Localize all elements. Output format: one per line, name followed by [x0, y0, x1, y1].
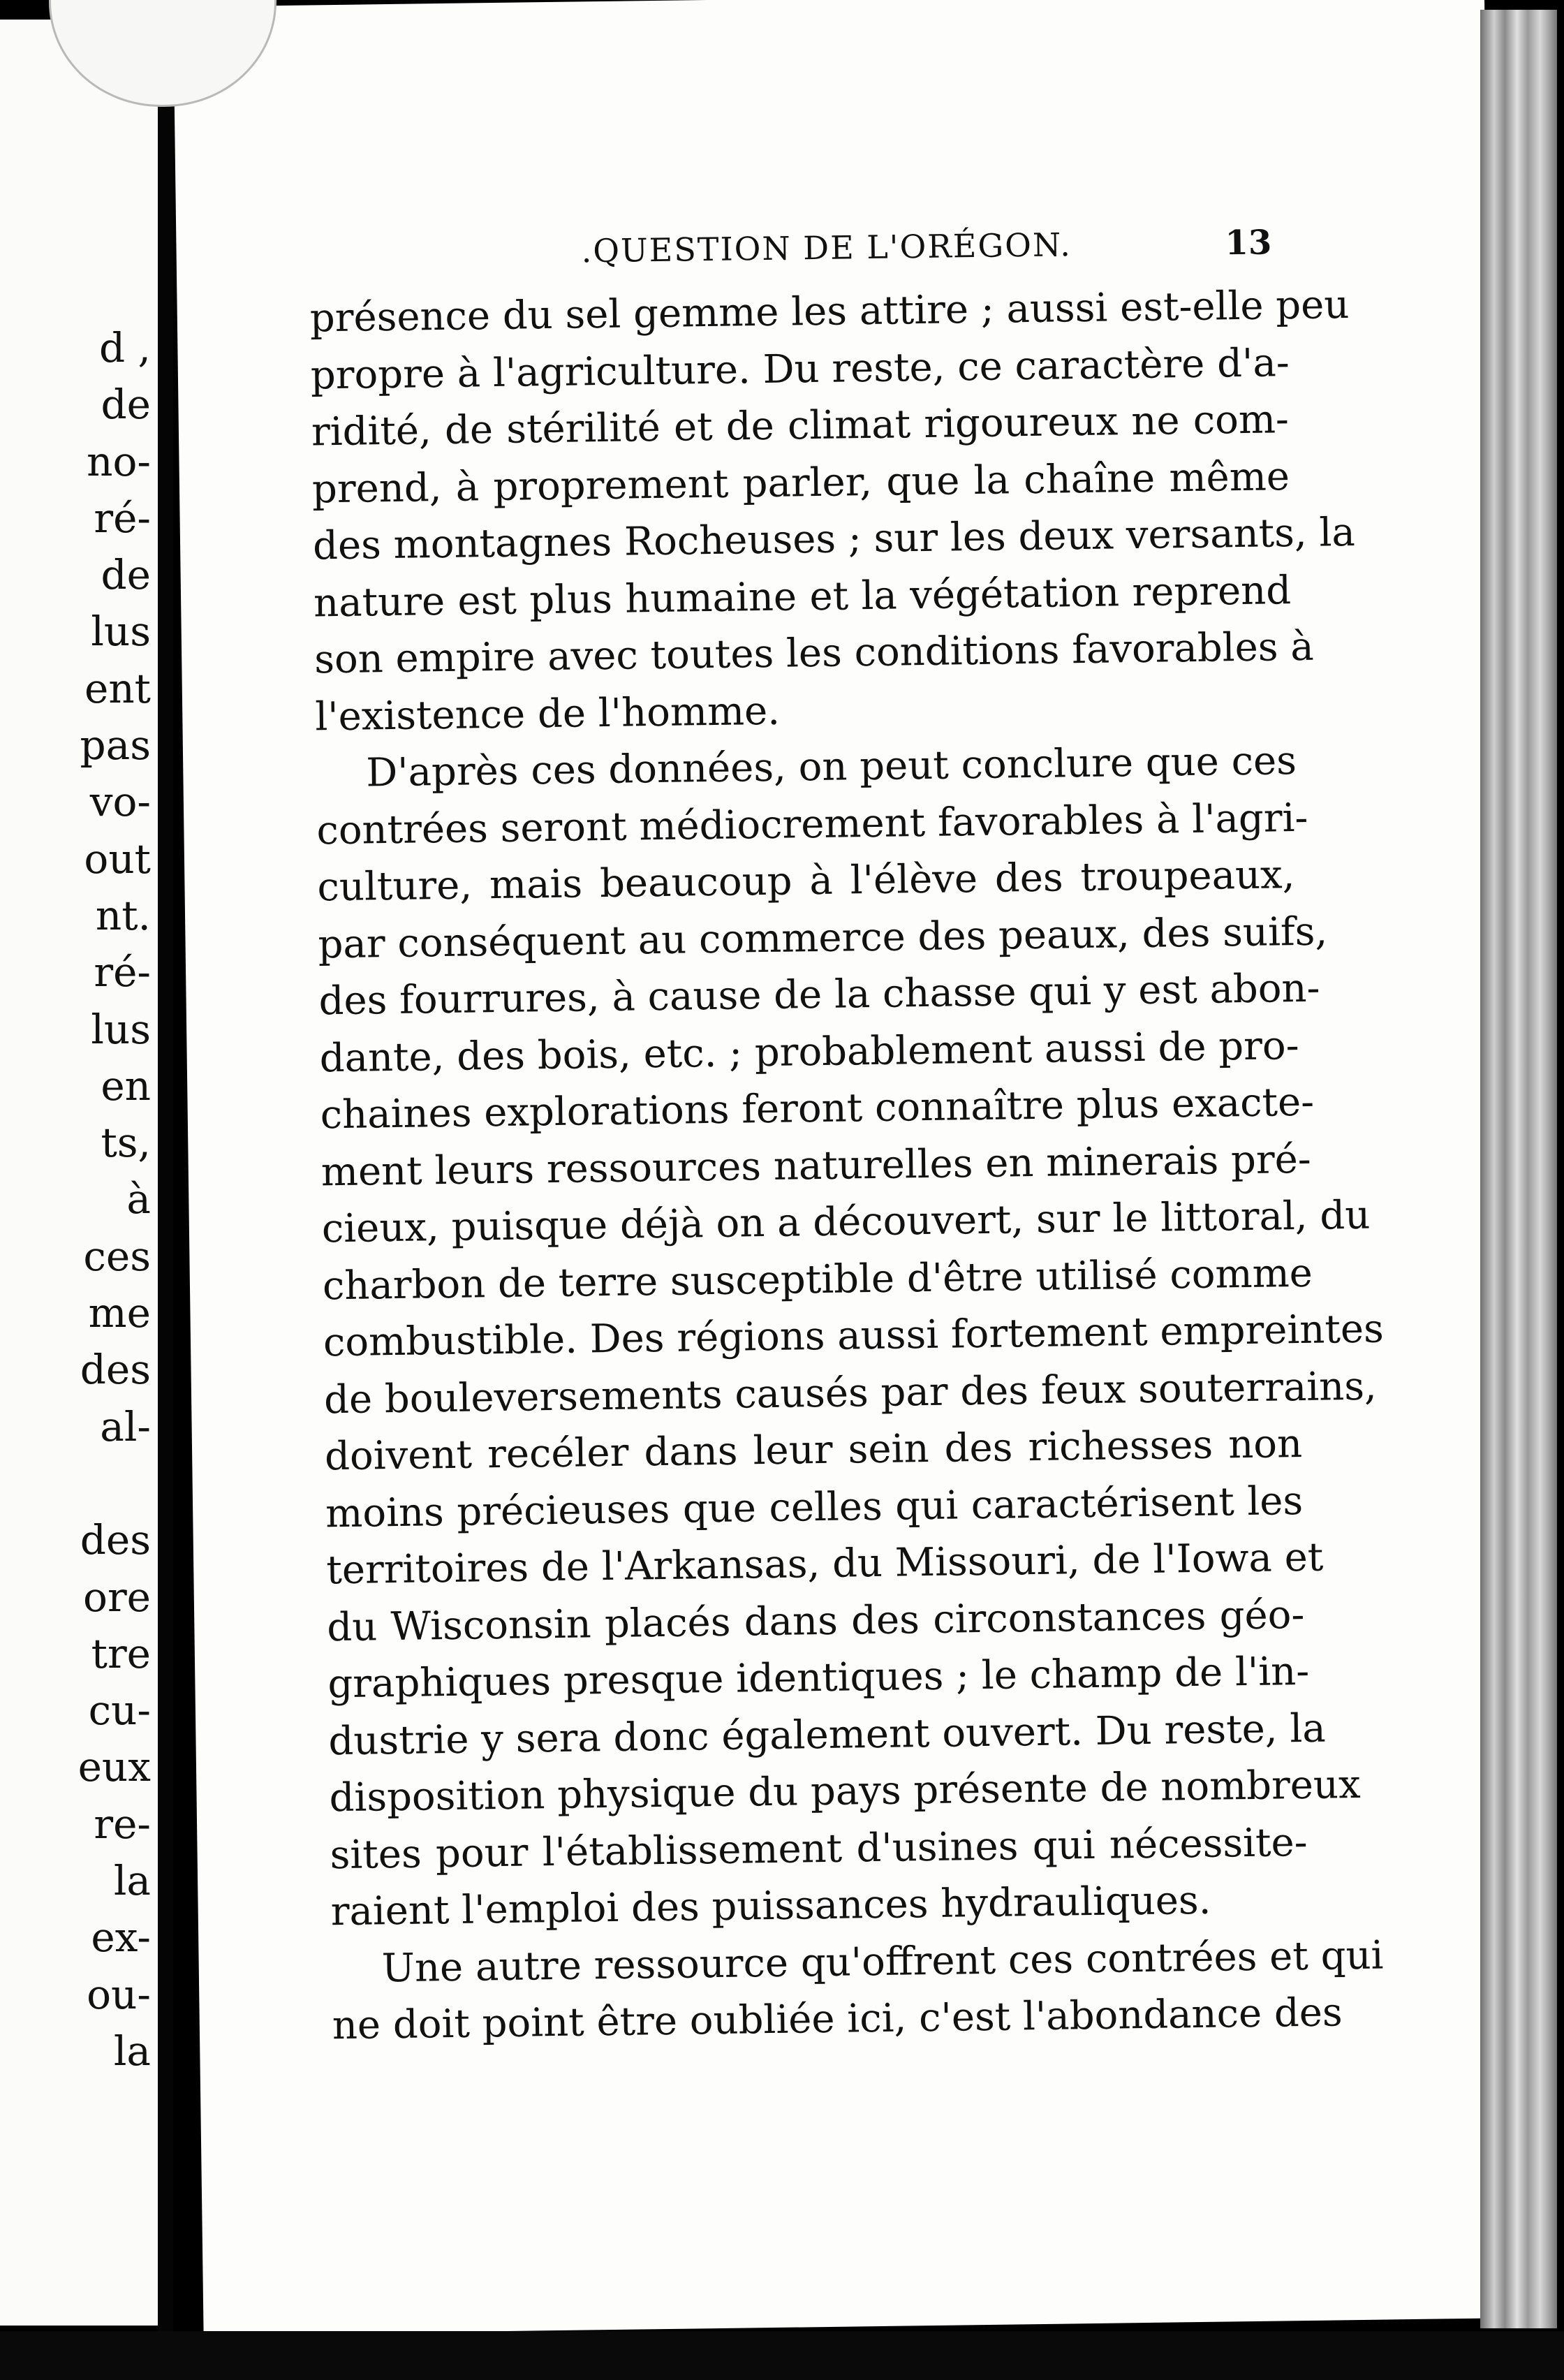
- fragment-line: eux: [78, 1743, 151, 1791]
- text-line: culture, mais beaucoup à l'élève des troupeaux,: [317, 852, 1295, 911]
- text-line: dustrie y sera donc également ouvert. Du reste, la: [328, 1705, 1327, 1764]
- fragment-line: ore: [83, 1573, 151, 1621]
- fragment-line: me: [88, 1289, 151, 1337]
- fragment-line: la: [113, 2027, 151, 2075]
- fragment-line: ou-: [87, 1970, 151, 2018]
- text-line: de bouleversements causés par des feux souterrains,: [323, 1363, 1378, 1423]
- text-line: son empire avec toutes les conditions favorables à: [313, 624, 1315, 683]
- text-line: disposition physique du pays présente de nombreux: [329, 1761, 1361, 1821]
- fragment-line: ré-: [94, 494, 151, 542]
- text-line: doivent recéler dans leur sein des richesses non: [324, 1421, 1303, 1480]
- fragment-line: [78, 1455, 151, 1512]
- text-line: propre à l'agriculture. Du reste, ce caractère d'a-: [310, 339, 1290, 398]
- fragment-line: al-: [100, 1402, 151, 1450]
- text-line: combustible. Des régions aussi fortement empreintes: [323, 1306, 1385, 1366]
- fragment-line: nt.: [95, 891, 151, 939]
- text-line: sites pour l'établissement d'usines qui nécessite-: [330, 1819, 1308, 1878]
- fragment-line: ts,: [101, 1119, 151, 1167]
- fragment-line: cu-: [88, 1687, 151, 1735]
- fragment-line: des: [80, 1516, 151, 1564]
- text-line: moins précieuses que celles qui caractérisent les: [325, 1478, 1304, 1536]
- book-page: [173, 0, 1514, 2335]
- body-text: [309, 277, 1385, 2055]
- page-block-edge: [1480, 10, 1557, 2328]
- text-line: des montagnes Rocheuses ; sur les deux versants, la: [312, 509, 1356, 569]
- text-line: contrées seront médiocrement favorables à l'agri-: [316, 795, 1308, 853]
- text-line: par conséquent au commerce des peaux, des suifs,: [318, 908, 1328, 967]
- text-line: ne doit point être oubliée ici, c'est l'abondance des: [332, 1990, 1343, 2049]
- fragment-line: lus: [91, 608, 151, 656]
- fragment-line: d ,: [98, 324, 151, 372]
- fragment-line: out: [84, 835, 151, 883]
- text-line: territoires de l'Arkansas, du Missouri, de l'Iowa et: [325, 1534, 1324, 1594]
- text-line: ment leurs ressources naturelles en minerais pré-: [320, 1136, 1312, 1195]
- fragment-line: ré-: [94, 948, 151, 997]
- fragment-line: ces: [83, 1232, 151, 1280]
- page-number: 13: [1225, 223, 1272, 263]
- previous-page-fragment: [0, 20, 158, 2326]
- text-line: graphiques presque identiques ; le champ de l'in-: [327, 1648, 1310, 1707]
- paragraph-first-line: D'après ces données, on peut conclure que ces: [365, 738, 1297, 796]
- text-line: prend, à proprement parler, que la chaîne même: [311, 453, 1290, 512]
- text-line: ridité, de stérilité et de climat rigoureux ne com-: [311, 397, 1290, 455]
- scan-border: [0, 2331, 1564, 2380]
- text-line: des fourrures, à cause de la chasse qui y est abon-: [318, 965, 1320, 1024]
- fragment-line: ent: [84, 664, 151, 712]
- fragment-line: la: [113, 1857, 151, 1905]
- text-line: l'existence de l'homme.: [314, 688, 781, 740]
- fragment-line: ex-: [91, 1913, 151, 1962]
- text-line: charbon de terre susceptible d'être utilisé comme: [322, 1250, 1313, 1309]
- fragment-line: des: [80, 1346, 151, 1394]
- fragment-line: no-: [87, 437, 151, 485]
- paragraph-first-line: Une autre ressource qu'offrent ces contrées et qui: [381, 1932, 1384, 1991]
- text-line: chaines explorations feront connaître plus exacte-: [320, 1079, 1315, 1138]
- text-line: du Wisconsin placés dans des circonstances géo-: [326, 1592, 1305, 1650]
- binding-gutter: [158, 0, 173, 2380]
- fragment-line: vo-: [89, 778, 151, 826]
- fragment-line: en: [101, 1062, 151, 1110]
- fragment-line: pas: [80, 721, 151, 770]
- text-line: nature est plus humaine et la végétation reprend: [313, 567, 1292, 626]
- previous-page-line-ends: [78, 320, 151, 2080]
- text-line: raient l'emploi des puissances hydrauliques.: [330, 1877, 1211, 1935]
- fragment-line: tre: [91, 1629, 151, 1677]
- text-line: cieux, puisque déjà on a découvert, sur le littoral, du: [321, 1192, 1371, 1252]
- fragment-line: de: [101, 551, 151, 599]
- fragment-line: re-: [94, 1800, 151, 1848]
- text-line: dante, des bois, etc. ; probablement aussi de pro-: [319, 1022, 1299, 1081]
- running-head: .QUESTION DE L'ORÉGON.: [581, 226, 1072, 270]
- fragment-line: de: [101, 381, 151, 429]
- text-line: présence du sel gemme les attire ; aussi est-elle peu: [309, 281, 1350, 341]
- fragment-line: à: [126, 1175, 151, 1224]
- fragment-line: lus: [91, 1005, 151, 1053]
